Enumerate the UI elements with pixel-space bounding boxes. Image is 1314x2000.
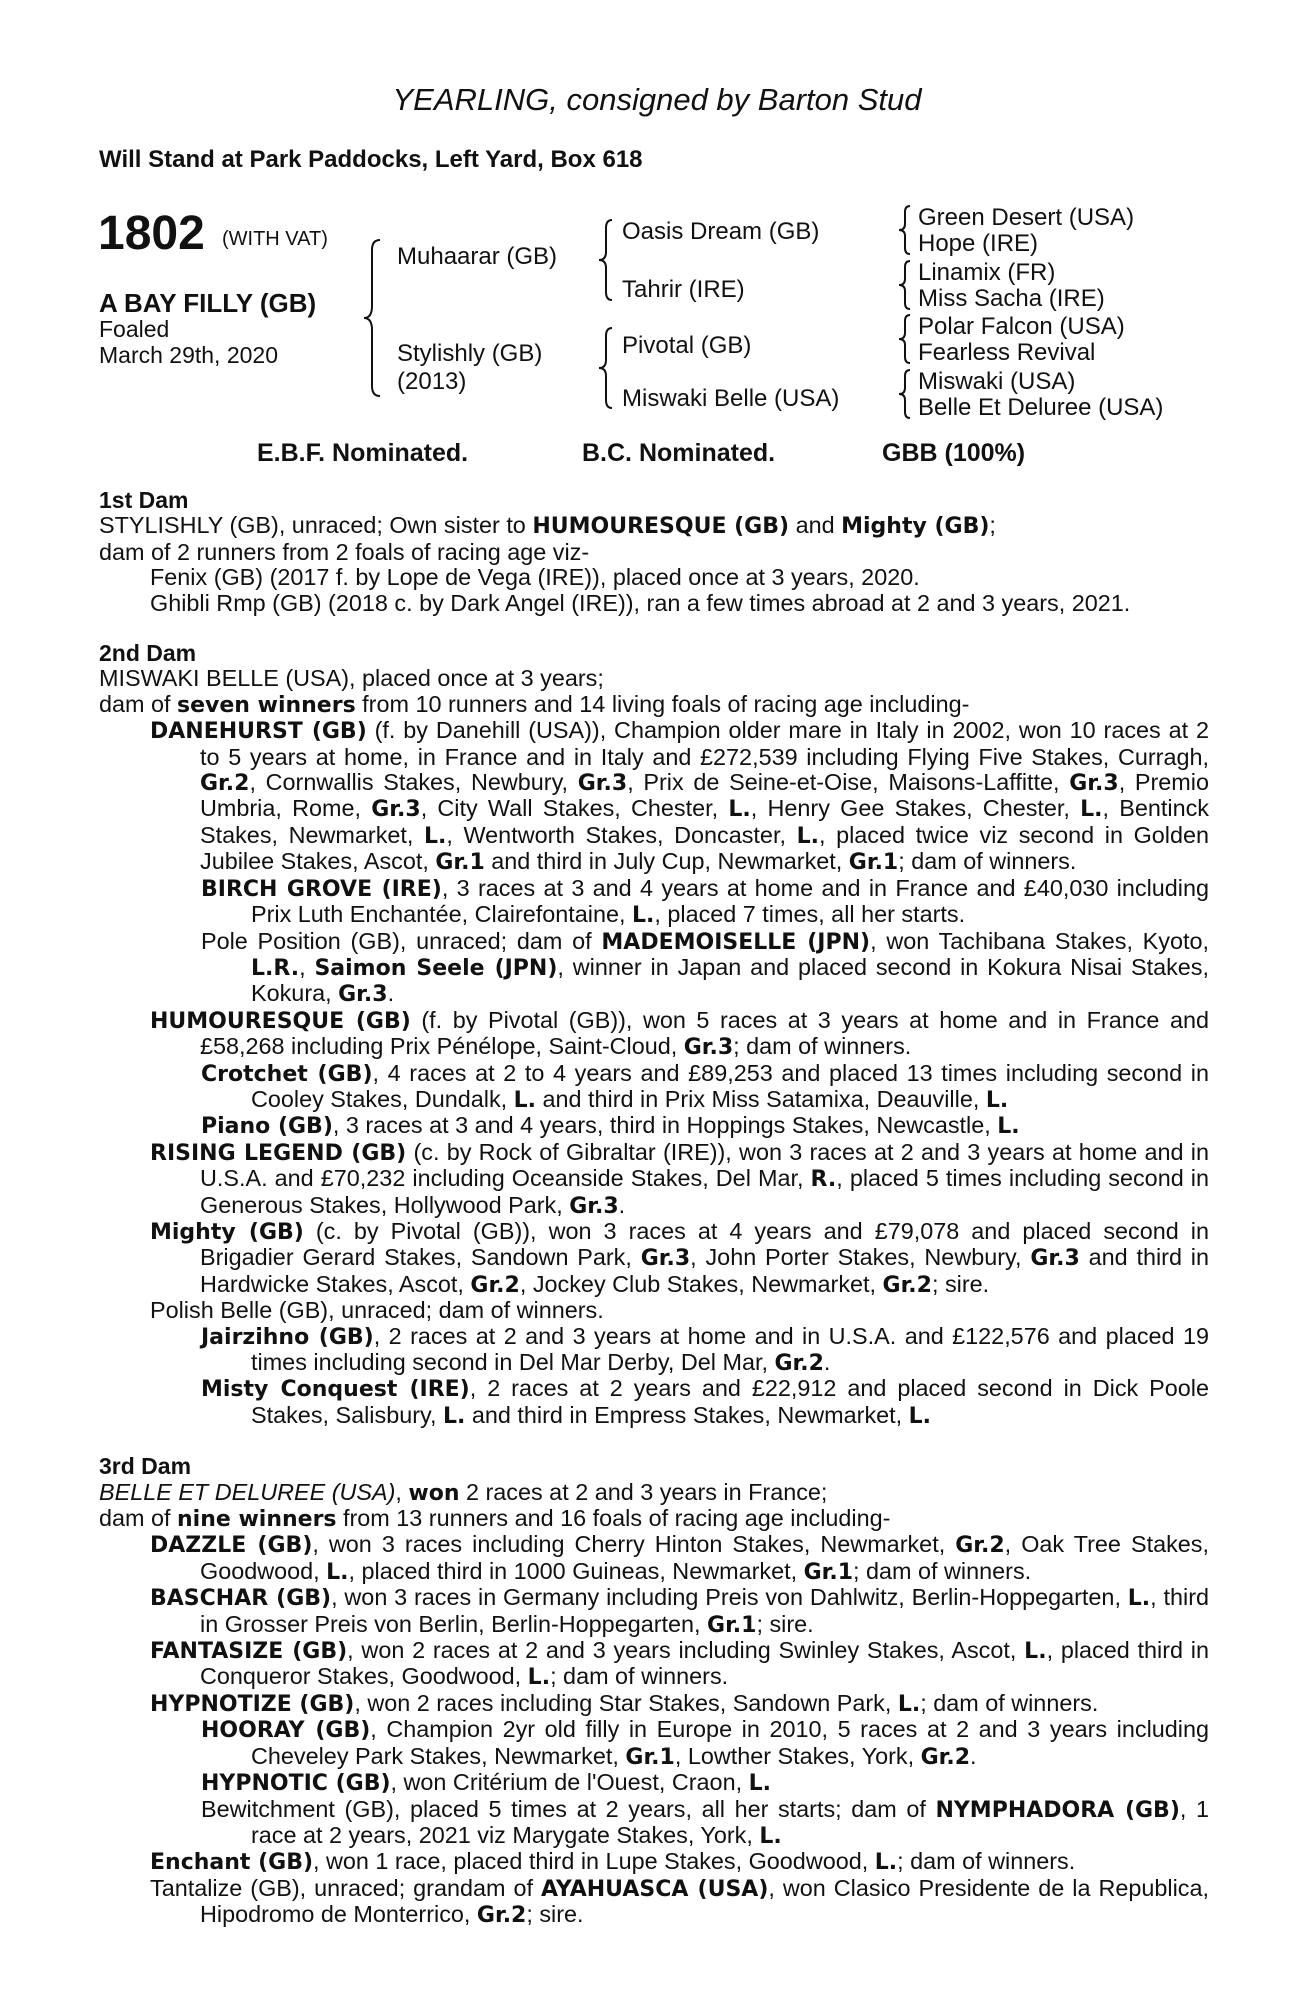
pedigree-dam-dam: Miswaki Belle (USA) [622,385,840,412]
foaled-date: March 29th, 2020 [99,342,279,368]
pedigree-g3-5: Polar Falcon (USA) [918,313,1125,340]
catalogue-body [99,488,1209,1929]
pedigree-brace-dam [596,326,614,410]
produce-rising-legend: RISING LEGEND (GB) (c. by Rock of Gibraltar (IRE)), won 3 races at 2 and 3 years at home and in U.S.A. and £70,232 including Oceanside Stakes, Del Mar, R., placed 5 times including second in Generous Stakes, Hollywood Park, Gr.3. [150,1138,1209,1219]
pedigree-brace-g3-1 [896,204,912,256]
produce-baschar: BASCHAR (GB), won 3 races in Germany including Preis von Dahlwitz, Berlin-Hoppegarten, L., third in Grosser Preis von Berlin, Berlin-Hoppegarten, Gr.1; sire. [150,1584,1210,1638]
produce-crotchet: Crotchet (GB), 4 races at 2 to 4 years and £89,253 and placed 13 times including second in Cooley Stakes, Dundalk, L. and third in Prix Miss Satamixa, Deauville, L. [201,1059,1209,1113]
pedigree-g3-8: Belle Et Deluree (USA) [918,394,1164,421]
vat-note: (WITH VAT) [222,228,328,250]
produce-dazzle: DAZZLE (GB), won 3 races including Cherry Hinton Stakes, Newmarket, Gr.2, Oak Tree Stakes, Goodwood, L., placed third in 1000 Guineas, Newmarket, Gr.1; dam of winners. [150,1531,1209,1585]
pedigree-dam-sire: Pivotal (GB) [622,332,752,359]
produce-misty-conquest: Misty Conquest (IRE), 2 races at 2 years and £22,912 and placed second in Dick Poole Stakes, Salisbury, L. and third in Empress Stakes, Newmarket, L. [201,1375,1209,1429]
first-dam-line: STYLISHLY (GB), unraced; Own sister to HUMOURESQUE (GB) and Mighty (GB); [99,512,996,540]
produce-fantasize: FANTASIZE (GB), won 2 races at 2 and 3 years including Swinley Stakes, Ascot, L., placed third in Conqueror Stakes, Goodwood, L.; dam of winners. [150,1637,1210,1691]
lot-number: 1802 [98,207,205,260]
pedigree-g3-2: Hope (IRE) [918,230,1039,257]
first-dam-produce-1: Fenix (GB) (2017 f. by Lope de Vega (IRE)), placed once at 3 years, 2020. [150,564,920,591]
pedigree-brace-sire [596,218,614,302]
produce-hypnotize: HYPNOTIZE (GB), won 2 races including Star Stakes, Sandown Park, L.; dam of winners. [150,1689,1099,1717]
produce-jairzihno: Jairzihno (GB), 2 races at 2 and 3 years at home and in U.S.A. and £122,576 and placed 19 times including second in Del Mar Derby, Del Mar, Gr.2. [201,1322,1209,1376]
first-dam-heading: 1st Dam [99,487,189,513]
pedigree-g3-3: Linamix (FR) [918,259,1056,286]
produce-bewitchment: Bewitchment (GB), placed 5 times at 2 years, all her starts; dam of NYMPHADORA (GB), 1 race at 2 years, 2021 viz Marygate Stakes, York, L. [201,1795,1209,1849]
produce-polish-belle: Polish Belle (GB), unraced; dam of winners. [150,1297,604,1324]
pedigree-brace-main [360,238,384,398]
produce-humouresque: HUMOURESQUE (GB) (f. by Pivotal (GB)), won 5 races at 3 years at home and in France and £58,268 including Prix Pénélope, Saint-Cloud, Gr.3; dam of winners. [150,1006,1209,1061]
third-dam-heading: 3rd Dam [99,1453,192,1480]
pedigree-dam: Stylishly (GB) [397,340,543,367]
page-title: YEARLING, consigned by Barton Stud [392,82,922,117]
pedigree-dam-year: (2013) [397,368,467,395]
produce-piano: Piano (GB), 3 races at 3 and 4 years, third in Hoppings Stakes, Newcastle, L. [201,1112,1020,1140]
horse-name: A BAY FILLY (GB) [99,288,317,318]
produce-hypnotic: HYPNOTIC (GB), won Critérium de l'Ouest, Craon, L. [201,1769,771,1797]
foaled-label: Foaled [99,316,170,342]
produce-mighty: Mighty (GB) (c. by Pivotal (GB)), won 3 races at 4 years and £79,078 and placed second in Brigadier Gerard Stakes, Sandown Park, Gr.3, John Porter Stakes, Newbury, Gr.3 and third in Hardwicke Stakes, Ascot, Gr.2, Jockey Club Stakes, Newmarket, Gr.2; sire. [150,1217,1210,1298]
pedigree-brace-g3-4 [896,368,912,420]
first-dam-produce-2: Ghibli Rmp (GB) (2018 c. by Dark Angel (IRE)), ran a few times abroad at 2 and 3 years, 2021. [150,589,1131,616]
third-dam-produce-summary: dam of nine winners from 13 runners and 16 foals of racing age including- [99,1505,891,1533]
produce-hooray: HOORAY (GB), Champion 2yr old filly in Europe in 2010, 5 races at 2 and 3 years including Cheveley Park Stakes, Newmarket, Gr.1, Lowther Stakes, York, Gr.2. [201,1716,1209,1770]
pedigree-sire-dam: Tahrir (IRE) [622,276,745,303]
pedigree-brace-g3-3 [896,313,912,365]
pedigree-g3-1: Green Desert (USA) [918,204,1135,231]
gbb-status: GBB (100%) [882,439,1026,467]
produce-danehurst: DANEHURST (GB) (f. by Danehill (USA)), Champion older mare in Italy in 2002, won 10 races at 2 to 5 years at home, in France and in Italy and £272,539 including Flying Five Stakes, Curragh, Gr.2, Cornwallis Stakes, Newbury, Gr.3, Prix de Seine-et-Oise, Maisons-Laffitte, Gr.3, Premio Umbria, Rome, Gr.3, City Wall Stakes, Chester, L., Henry Gee Stakes, Chester, L., Bentinck Stakes, Newmarket, L., Wentworth Stakes, Doncaster, L., placed twice viz second in Golden Jubilee Stakes, Ascot, Gr.1 and third in July Cup, Newmarket, Gr.1; dam of winners. [150,717,1210,876]
pedigree-sire: Muhaarar (GB) [397,243,558,270]
produce-tantalize: Tantalize (GB), unraced; grandam of AYAHUASCA (USA), won Clasico Presidente de la Republica, Hipodromo de Monterrico, Gr.2; sire. [150,1874,1210,1929]
pedigree-g3-7: Miswaki (USA) [918,368,1076,395]
second-dam-heading: 2nd Dam [99,640,197,667]
ebf-nomination: E.B.F. Nominated. [257,439,469,467]
bc-nomination: B.C. Nominated. [582,439,776,467]
produce-pole-position: Pole Position (GB), unraced; dam of MADEMOISELLE (JPN), won Tachibana Stakes, Kyoto, L.R., Saimon Seele (JPN), winner in Japan and placed second in Kokura Nisai Stakes, Kokura, Gr.3. [201,927,1209,1008]
pedigree-g3-6: Fearless Revival [918,339,1096,366]
produce-enchant: Enchant (GB), won 1 race, placed third in Lupe Stakes, Goodwood, L.; dam of winners. [150,1848,1076,1876]
stand-location: Will Stand at Park Paddocks, Left Yard, Box 618 [99,146,643,173]
pedigree-g3-4: Miss Sacha (IRE) [918,285,1105,312]
pedigree-sire-sire: Oasis Dream (GB) [622,218,820,245]
second-dam-produce-summary: dam of seven winners from 10 runners and 14 living foals of racing age including- [99,690,970,718]
third-dam-line: BELLE ET DELUREE (USA), won 2 races at 2 and 3 years in France; [99,1478,828,1506]
second-dam-line: MISWAKI BELLE (USA), placed once at 3 years; [99,665,604,692]
first-dam-produce-summary: dam of 2 runners from 2 foals of racing age viz- [99,538,590,565]
produce-birch-grove: BIRCH GROVE (IRE), 3 races at 3 and 4 years at home and in France and £40,030 including Prix Luth Enchantée, Clairefontaine, L., placed 7 times, all her starts. [201,874,1210,929]
pedigree-brace-g3-2 [896,259,912,311]
